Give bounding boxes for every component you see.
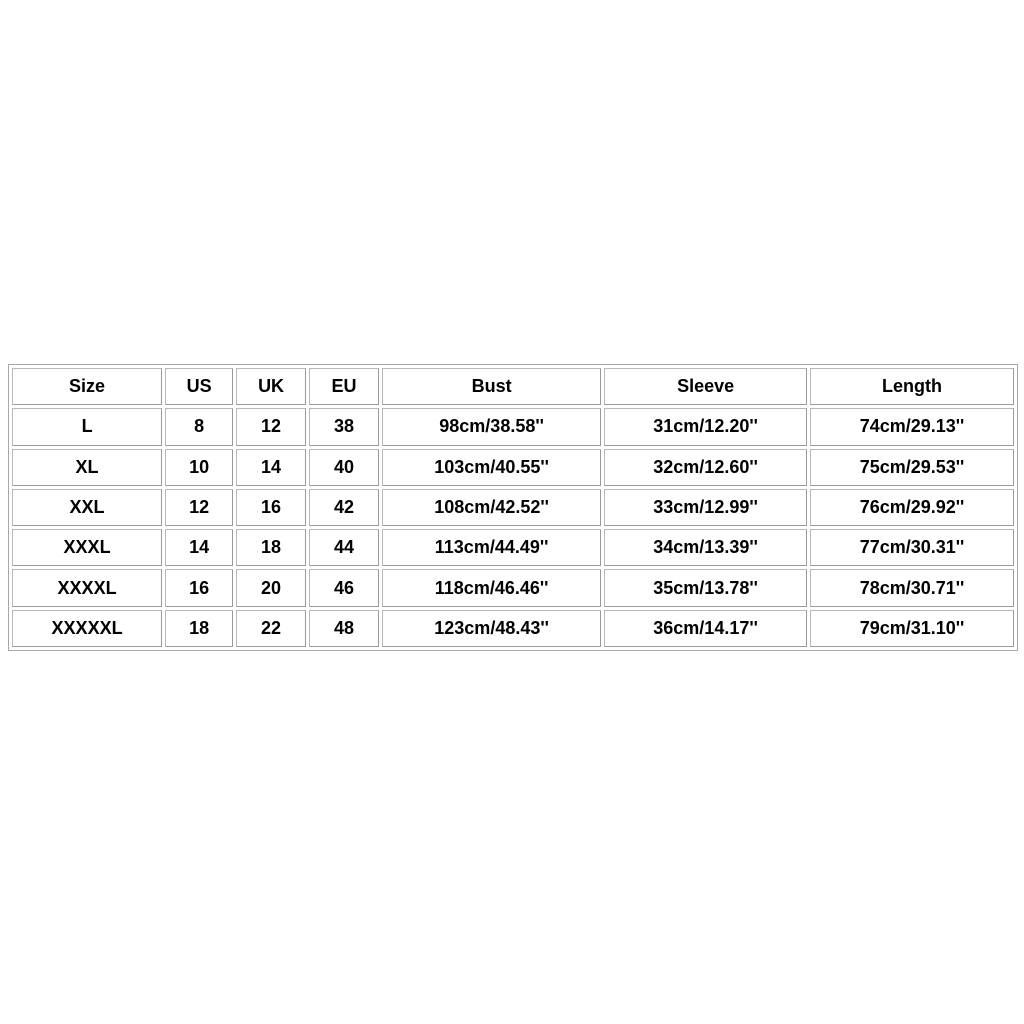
cell-bust: 103cm/40.55'' — [382, 449, 601, 486]
cell-bust: 113cm/44.49'' — [382, 529, 601, 566]
cell-sleeve: 36cm/14.17'' — [604, 610, 807, 647]
cell-sleeve: 35cm/13.78'' — [604, 569, 807, 606]
cell-bust: 118cm/46.46'' — [382, 569, 601, 606]
table-row — [12, 449, 1014, 486]
cell-length: 78cm/30.71'' — [810, 569, 1014, 606]
header-cell-size: Size — [12, 368, 162, 405]
cell-uk: 20 — [236, 569, 306, 606]
header-cell-eu: EU — [309, 368, 379, 405]
cell-uk: 22 — [236, 610, 306, 647]
cell-us: 14 — [165, 529, 233, 566]
size-chart-table — [8, 364, 1018, 651]
table-row — [12, 489, 1014, 526]
header-row — [12, 368, 1014, 405]
cell-size: XXXXL — [12, 569, 162, 606]
cell-uk: 18 — [236, 529, 306, 566]
header-cell-us: US — [165, 368, 233, 405]
cell-size: XXXL — [12, 529, 162, 566]
cell-eu: 40 — [309, 449, 379, 486]
cell-length: 79cm/31.10'' — [810, 610, 1014, 647]
cell-sleeve: 33cm/12.99'' — [604, 489, 807, 526]
cell-uk: 12 — [236, 408, 306, 445]
cell-length: 74cm/29.13'' — [810, 408, 1014, 445]
cell-bust: 108cm/42.52'' — [382, 489, 601, 526]
cell-sleeve: 32cm/12.60'' — [604, 449, 807, 486]
table-row — [12, 529, 1014, 566]
cell-uk: 14 — [236, 449, 306, 486]
cell-eu: 44 — [309, 529, 379, 566]
cell-length: 77cm/30.31'' — [810, 529, 1014, 566]
cell-bust: 123cm/48.43'' — [382, 610, 601, 647]
cell-size: XXXXXL — [12, 610, 162, 647]
header-cell-uk: UK — [236, 368, 306, 405]
header-cell-length: Length — [810, 368, 1014, 405]
header-cell-sleeve: Sleeve — [604, 368, 807, 405]
cell-us: 8 — [165, 408, 233, 445]
cell-us: 16 — [165, 569, 233, 606]
cell-length: 76cm/29.92'' — [810, 489, 1014, 526]
cell-us: 12 — [165, 489, 233, 526]
header-cell-bust: Bust — [382, 368, 601, 405]
cell-us: 18 — [165, 610, 233, 647]
table-row — [12, 569, 1014, 606]
cell-us: 10 — [165, 449, 233, 486]
cell-size: XL — [12, 449, 162, 486]
cell-eu: 38 — [309, 408, 379, 445]
cell-bust: 98cm/38.58'' — [382, 408, 601, 445]
table-row — [12, 408, 1014, 445]
cell-size: XXL — [12, 489, 162, 526]
cell-eu: 46 — [309, 569, 379, 606]
cell-length: 75cm/29.53'' — [810, 449, 1014, 486]
cell-uk: 16 — [236, 489, 306, 526]
cell-sleeve: 34cm/13.39'' — [604, 529, 807, 566]
cell-eu: 42 — [309, 489, 379, 526]
cell-size: L — [12, 408, 162, 445]
cell-eu: 48 — [309, 610, 379, 647]
table-row — [12, 610, 1014, 647]
cell-sleeve: 31cm/12.20'' — [604, 408, 807, 445]
